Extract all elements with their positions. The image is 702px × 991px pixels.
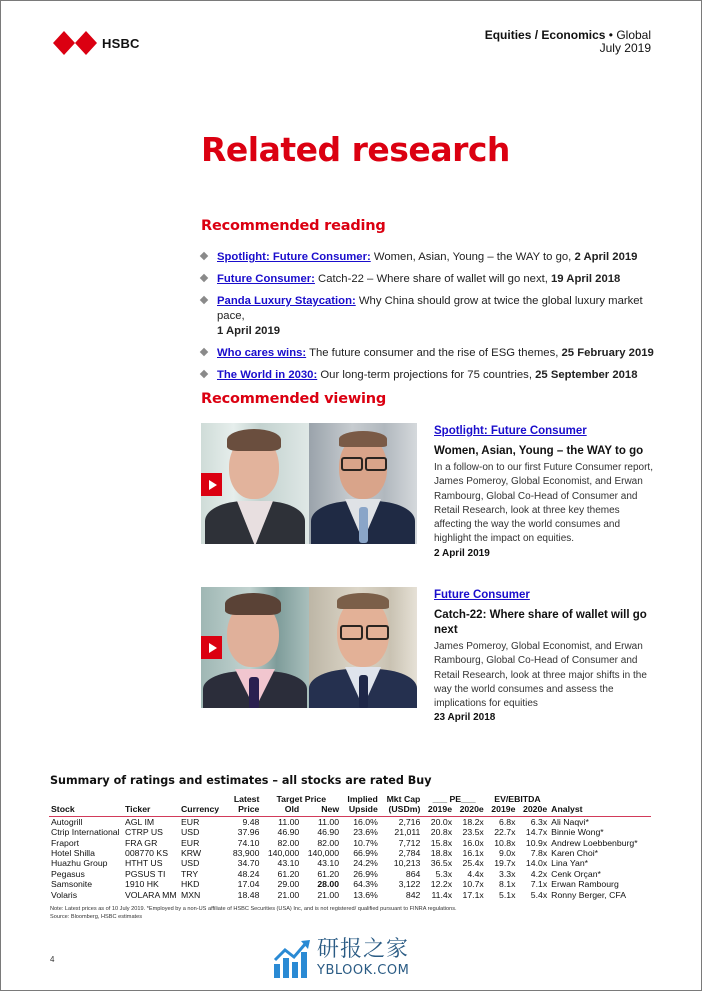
table-cell: 7.8x (530, 848, 548, 859)
table-cell: FRA GR (125, 837, 158, 848)
reading-date: 2 April 2019 (574, 251, 638, 263)
table-cell: 14.7x (525, 827, 548, 838)
ratings-table (49, 794, 651, 900)
table-cell: 25.4x (462, 858, 484, 869)
column-header: Stock (49, 804, 123, 816)
table-cell: TRY (181, 868, 199, 879)
table-cell: MXN (181, 889, 201, 900)
table-cell: 7.1x (530, 879, 548, 890)
reading-link[interactable]: Spotlight: Future Consumer: (217, 251, 371, 263)
watermark (272, 938, 409, 978)
table-cell: HTHT US (125, 858, 163, 869)
column-header: Ticker (123, 804, 179, 816)
table-cell: Autogrill (51, 816, 83, 827)
list-item (201, 346, 661, 361)
table-cell: 16.1x (462, 848, 484, 859)
table-cell: 12.2x (430, 879, 453, 890)
table-cell: 22.7x (494, 827, 516, 838)
table-row (49, 879, 651, 889)
column-header: 2019e (486, 804, 518, 816)
table-cell: 64.3% (353, 879, 378, 890)
table-cell: 83,900 (232, 848, 260, 859)
table-cell: 2,716 (398, 816, 421, 827)
table-cell: 5.3x (435, 868, 453, 879)
diamond-bullet-icon (200, 252, 208, 260)
table-row (49, 869, 651, 879)
watermark-en: YBLOOK.COM (317, 963, 410, 978)
video-description: James Pomeroy, Global Economist, and Erwan Rambourg, Global Co-Head of Consumer and Retail Research, look at three major shifts in the way the world consumes and assess the implications for equities (434, 641, 647, 710)
table-source: Source: Bloomberg, HSBC estimates (50, 913, 143, 920)
table-cell: 9.48 (242, 816, 260, 827)
table-cell: 7,712 (398, 837, 421, 848)
table-cell: 18.8x (430, 848, 453, 859)
table-row (49, 890, 651, 900)
table-cell: 21,011 (394, 827, 421, 838)
table-cell: 13.6% (353, 889, 378, 900)
table-cell: 11.4x (431, 889, 453, 900)
video-thumbnail[interactable] (201, 423, 417, 544)
hsbc-logo (53, 31, 140, 55)
reading-description: Our long-term projections for 75 countries, (317, 369, 536, 381)
report-region: Global (616, 28, 651, 42)
table-cell: Karen Choi* (551, 848, 599, 859)
table-notes (50, 906, 457, 921)
table-cell: 46.90 (317, 827, 340, 838)
table-cell: 17.1x (462, 889, 484, 900)
video-thumbnail[interactable] (201, 587, 417, 708)
table-cell: 5.4x (530, 889, 548, 900)
table-cell: 16.0% (353, 816, 378, 827)
hsbc-hexagon-icon (53, 31, 97, 55)
reading-date: 1 April 2019 (217, 325, 281, 337)
table-cell: 24.2% (353, 858, 378, 869)
col-implied: Implied (347, 794, 378, 804)
watermark-chart-icon (272, 938, 312, 978)
table-cell: 6.3x (530, 816, 548, 827)
table-cell: 21.00 (317, 889, 340, 900)
table-cell: 6.8x (499, 816, 516, 827)
table-cell: 37.96 (237, 827, 260, 838)
col-pe: ___ PE___ (432, 794, 476, 804)
presenter-image (309, 587, 417, 708)
table-cell: 140,000 (267, 848, 300, 859)
table-cell: Andrew Loebbenburg* (551, 837, 638, 848)
video-headline: Catch-22: Where share of wallet will go next (434, 609, 647, 636)
table-cell: 46.90 (277, 827, 300, 838)
table-cell: Ctrip International (51, 827, 120, 838)
table-cell: 4.4x (467, 868, 484, 879)
table-cell: 29.00 (277, 879, 300, 890)
table-cell: 20.8x (430, 827, 453, 838)
video-link[interactable]: Future Consumer (434, 589, 530, 601)
table-cell: 43.10 (317, 858, 340, 869)
column-header: Price (227, 804, 261, 816)
diamond-bullet-icon (200, 274, 208, 282)
table-cell: Volaris (51, 889, 78, 900)
table-cell: 3,122 (398, 879, 421, 890)
column-header: 2019e (422, 804, 454, 816)
column-header: 2020e (517, 804, 549, 816)
table-cell: 48.24 (237, 868, 260, 879)
table-cell: 3.3x (499, 868, 516, 879)
table-cell: CTRP US (125, 827, 163, 838)
table-cell: 34.70 (237, 858, 260, 869)
report-date: July 2019 (599, 41, 651, 55)
diamond-bullet-icon (200, 348, 208, 356)
table-cell: Ali Naqvi* (551, 816, 589, 827)
column-header: Old (261, 804, 301, 816)
column-header: Upside (341, 804, 380, 816)
diamond-bullet-icon (200, 370, 208, 378)
table-cell: 61.20 (277, 868, 300, 879)
table-row (49, 838, 651, 848)
presenter-image (309, 423, 417, 544)
video-details (434, 424, 659, 561)
reading-description: Women, Asian, Young – the WAY to go, (370, 251, 575, 263)
table-cell: Erwan Rambourg (551, 879, 619, 890)
column-header: Analyst (549, 804, 651, 816)
play-icon[interactable] (201, 473, 222, 496)
reading-link[interactable]: Who cares wins: (217, 347, 307, 359)
page-title: Related research (201, 130, 510, 169)
table-header-row (49, 794, 651, 804)
table-header-row (49, 804, 651, 816)
reading-link[interactable]: Panda Luxury Staycation: (217, 295, 356, 307)
table-cell: USD (181, 858, 200, 869)
reading-date: 25 February 2019 (561, 347, 654, 359)
table-cell: 17.04 (237, 879, 260, 890)
recommended-reading-heading: Recommended reading (201, 218, 386, 234)
list-item (201, 250, 661, 265)
table-cell: USD (181, 827, 200, 838)
table-row (49, 858, 651, 868)
list-item (201, 368, 661, 383)
table-cell: 10,213 (393, 858, 421, 869)
reading-date: 25 September 2018 (535, 369, 638, 381)
table-cell: 864 (405, 868, 421, 879)
table-cell: 26.9% (353, 868, 378, 879)
table-cell: HKD (181, 879, 200, 890)
table-cell: 15.8x (430, 837, 453, 848)
watermark-cn: 研报之家 (317, 937, 410, 962)
table-cell: Ronny Berger, CFA (551, 889, 627, 900)
video-details (434, 588, 659, 725)
table-cell: Samsonite (51, 879, 93, 890)
reading-date: 19 April 2018 (551, 273, 621, 285)
diamond-bullet-icon (200, 296, 208, 304)
list-item (201, 294, 661, 339)
play-icon[interactable] (201, 636, 222, 659)
table-title: Summary of ratings and estimates – all stocks are rated Buy (50, 774, 432, 787)
col-target-price: Target Price (276, 794, 327, 804)
reading-link[interactable]: Future Consumer: (217, 273, 315, 285)
table-cell: 43.10 (277, 858, 300, 869)
video-date: 23 April 2018 (434, 712, 496, 724)
table-cell: 9.0x (499, 848, 516, 859)
table-cell: 8.1x (499, 879, 516, 890)
table-cell: 140,000 (307, 848, 340, 859)
table-cell: 1910 HK (125, 879, 159, 890)
table-cell: 11.00 (278, 816, 300, 827)
table-cell: Cenk Orçan* (551, 868, 601, 879)
table-cell: 23.5x (462, 827, 484, 838)
table-body (49, 816, 651, 900)
column-header: 2020e (454, 804, 486, 816)
table-cell: 2,784 (398, 848, 421, 859)
column-header: Currency (179, 804, 227, 816)
table-cell: 18.48 (237, 889, 260, 900)
table-cell: EUR (181, 837, 200, 848)
list-item (201, 272, 661, 287)
table-cell: Hotel Shilla (51, 848, 95, 859)
video-link[interactable]: Spotlight: Future Consumer (434, 425, 587, 437)
table-cell: 28.00 (317, 879, 340, 890)
reading-link[interactable]: The World in 2030: (217, 369, 318, 381)
table-cell: 16.0x (462, 837, 484, 848)
brand-name: HSBC (102, 35, 140, 51)
table-cell: 61.20 (317, 868, 340, 879)
table-cell: VOLARA MM (125, 889, 177, 900)
table-cell: KRW (181, 848, 202, 859)
table-cell: AGL IM (125, 816, 155, 827)
table-cell: 20.0x (430, 816, 453, 827)
table-cell: 21.00 (277, 889, 300, 900)
table-cell: Huazhu Group (51, 858, 108, 869)
table-note: Note: Latest prices as of 10 July 2019. *Employed by a non-US affiliate of HSBC Securities (USA) Inc, and is not registered/ qualified pursuant to FINRA regulations. (50, 906, 457, 912)
table-cell: Fraport (51, 837, 80, 848)
table-cell: 23.6% (353, 827, 378, 838)
table-cell: Lina Yan* (551, 858, 589, 869)
col-ev-ebitda: EV/EBITDA (494, 794, 541, 804)
table-row (49, 816, 651, 827)
table-cell: 82.00 (317, 837, 340, 848)
table-row (49, 848, 651, 858)
table-row (49, 827, 651, 837)
report-header (485, 29, 651, 55)
table-cell: 842 (405, 889, 421, 900)
reading-description: Why China should grow at twice the global luxury market pace, (217, 295, 643, 322)
table-cell: 74.10 (237, 837, 260, 848)
video-date: 2 April 2019 (434, 547, 490, 559)
column-header: (USDm) (380, 804, 423, 816)
table-cell: 008770 KS (125, 848, 168, 859)
table-cell: 36.5x (430, 858, 453, 869)
page-number: 4 (50, 955, 55, 964)
table-cell: 10.9x (525, 837, 548, 848)
table-cell: 10.7x (462, 879, 484, 890)
table-cell: 10.7% (353, 837, 378, 848)
table-cell: Binnie Wong* (551, 827, 604, 838)
reading-description: The future consumer and the rise of ESG themes, (306, 347, 562, 359)
table-cell: 66.9% (353, 848, 378, 859)
reading-list (201, 250, 661, 390)
table-cell: 19.7x (494, 858, 516, 869)
table-cell: 18.2x (462, 816, 484, 827)
table-cell: 5.1x (499, 889, 516, 900)
report-section: Equities / Economics (484, 28, 606, 42)
table-cell: PGSUS TI (125, 868, 166, 879)
col-latest: Latest (233, 794, 260, 804)
recommended-viewing-heading: Recommended viewing (201, 391, 387, 407)
column-header: New (301, 804, 341, 816)
table-cell: 10.8x (494, 837, 516, 848)
table-cell: 82.00 (277, 837, 300, 848)
col-mkt-cap: Mkt Cap (386, 794, 421, 804)
table-cell: 14.0x (525, 858, 548, 869)
separator-dot: • (608, 28, 613, 42)
table-cell: Pegasus (51, 868, 85, 879)
table-cell: 4.2x (530, 868, 548, 879)
video-description: In a follow-on to our first Future Consumer report, James Pomeroy, Global Economist, and Erwan Rambourg, Global Co-Head of Consumer and Retail Research, look at three key themes affecting the way the world consumes and highlight the impact on equities. (434, 462, 653, 545)
table-cell: 11.00 (317, 816, 340, 827)
reading-description: Catch-22 – Where share of wallet will go next, (314, 273, 552, 285)
table-cell: EUR (181, 816, 200, 827)
video-headline: Women, Asian, Young – the WAY to go (434, 445, 644, 457)
